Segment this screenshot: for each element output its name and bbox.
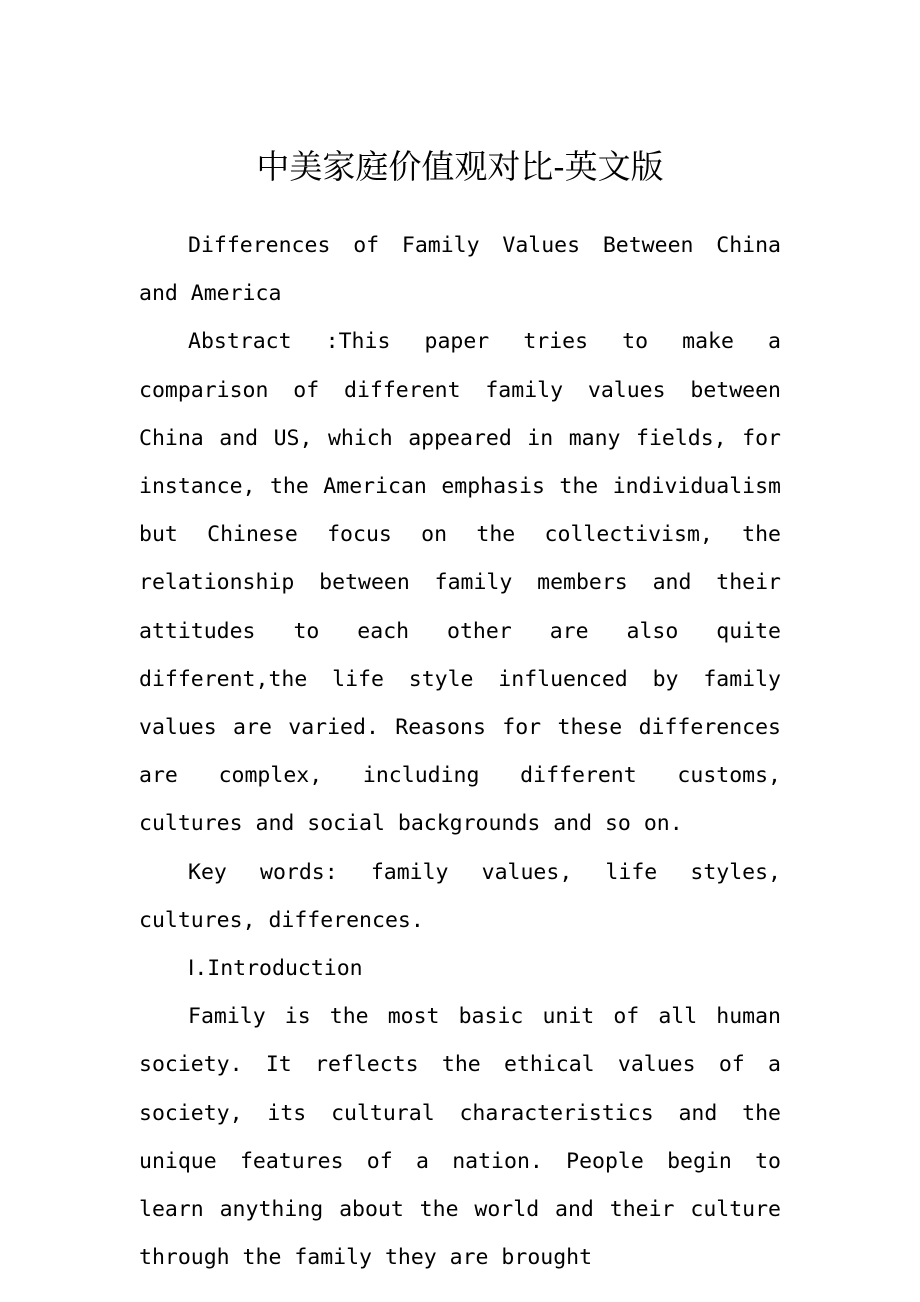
keywords-paragraph: Key words: family values, life styles, cultures, differences. <box>139 859 781 933</box>
introduction-paragraph: Family is the most basic unit of all human society. It reflects the ethical values of a society, its cultural characteristics and the unique features of a nation. People begin to learn anything about the world and their culture through the family they are brought <box>139 1004 781 1271</box>
introduction-heading: Ⅰ.Introduction <box>188 956 363 982</box>
paper-title-paragraph: Differences of Family Values Between China and America <box>139 233 781 307</box>
abstract-paragraph: Abstract :This paper tries to make a comparison of different family values between China and US, which appeared in many fields, for instance, the American emphasis the individualism but Chinese focus on the collectivism, the relationship between family members and their attitudes to each other are also quite different,the life style influenced by family values are varied. Reasons for these differences are complex, including different customs, cultures and social backgrounds and so on. <box>139 329 781 837</box>
document-body <box>139 222 781 1282</box>
document-title: 中美家庭价值观对比-英文版 <box>256 147 664 186</box>
